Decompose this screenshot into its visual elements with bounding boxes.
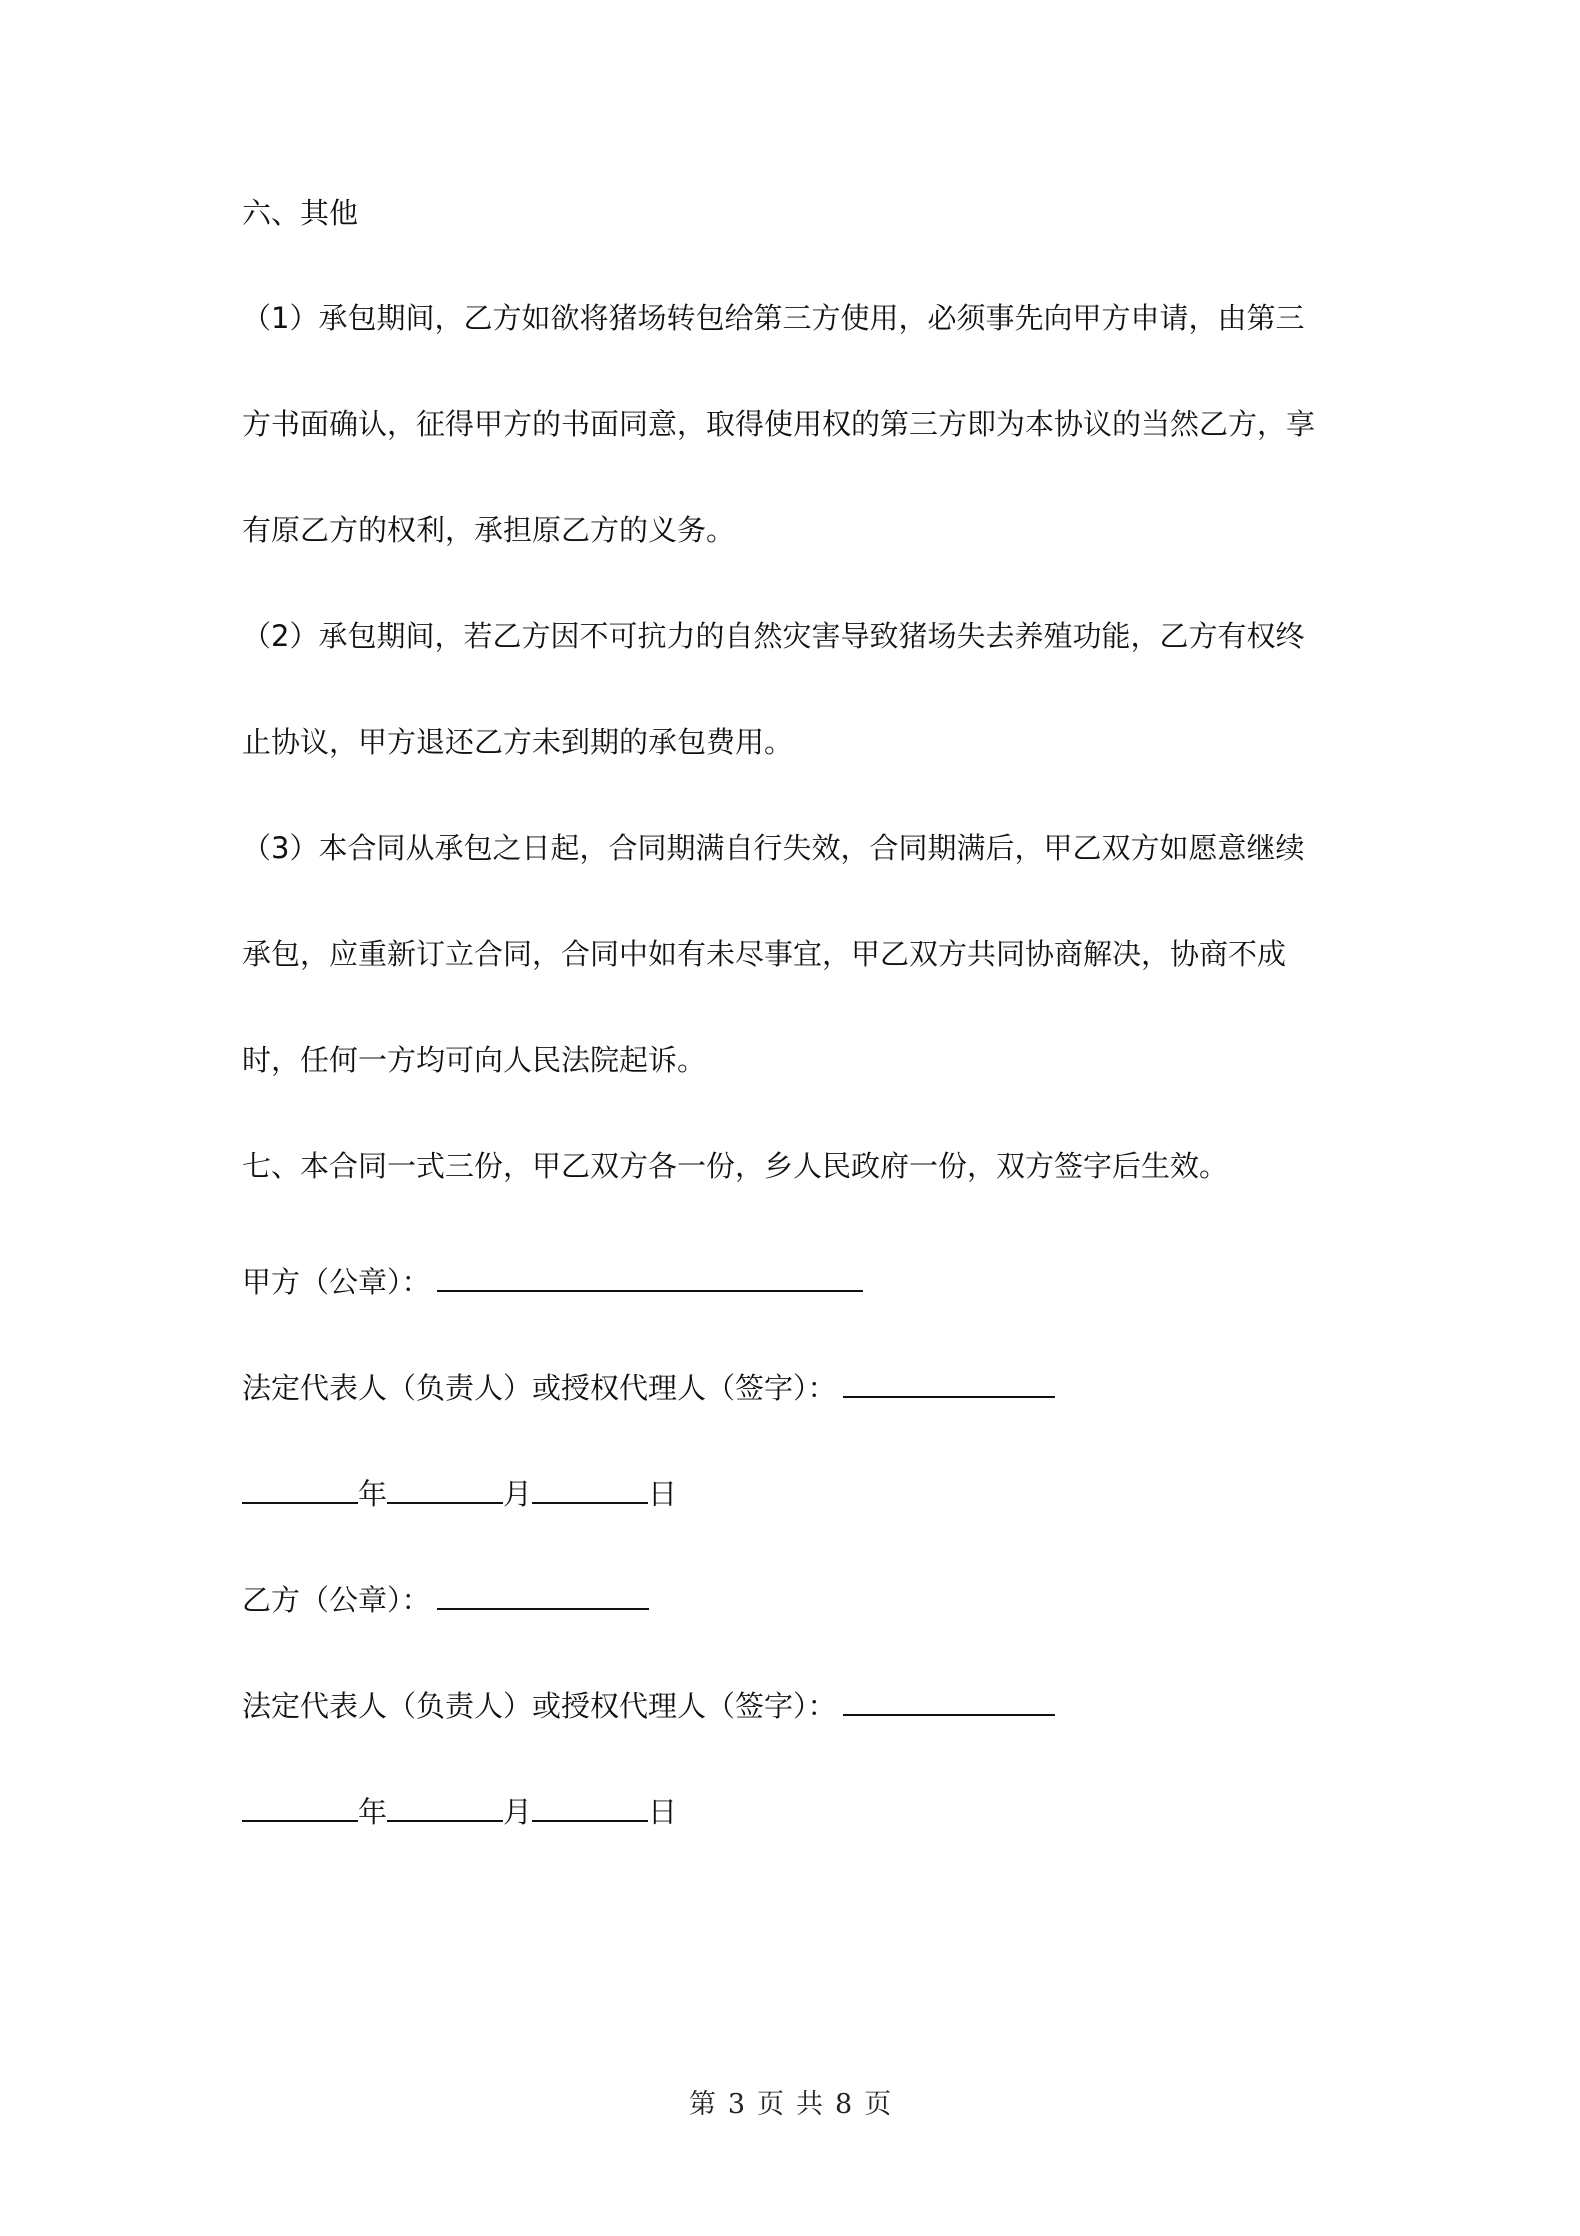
- footer-prefix: 第: [688, 2089, 716, 2120]
- party-a-rep-blank[interactable]: [843, 1368, 1055, 1398]
- section-7-text: 七、本合同一式三份，甲乙双方各一份，乡人民政府一份，双方签字后生效。: [242, 1149, 1229, 1183]
- party-a-day-blank[interactable]: [532, 1474, 648, 1504]
- party-a-year-label: 年: [358, 1477, 388, 1511]
- party-a-seal-label: 甲方（公章）：: [242, 1265, 431, 1299]
- footer-total-word: 共: [796, 2089, 823, 2120]
- party-b-year-label: 年: [358, 1795, 388, 1829]
- party-b-rep-row: [242, 1686, 1055, 1726]
- page-footer: [0, 2082, 1580, 2121]
- section-6-item-2-line-1: （2）承包期间，若乙方因不可抗力的自然灾害导致猪场失去养殖功能，乙方有权终: [242, 619, 1305, 653]
- section-6-item-1-line-1: （1）承包期间，乙方如欲将猪场转包给第三方使用，必须事先向甲方申请，由第三: [242, 301, 1305, 335]
- party-b-date-row: [242, 1792, 677, 1832]
- party-a-rep-label: 法定代表人（负责人）或授权代理人（签字）：: [242, 1371, 837, 1405]
- footer-total-pages: 8: [835, 2089, 853, 2120]
- footer-suffix: 页: [864, 2089, 892, 2120]
- party-b-month-label: 月: [503, 1795, 533, 1829]
- section-6-item-1-line-2: 方书面确认，征得甲方的书面同意，取得使用权的第三方即为本协议的当然乙方，享: [242, 407, 1316, 441]
- footer-page-word: 页: [757, 2089, 784, 2120]
- party-b-seal-blank[interactable]: [437, 1580, 649, 1610]
- party-a-seal-blank[interactable]: [437, 1262, 863, 1292]
- party-b-rep-label: 法定代表人（负责人）或授权代理人（签字）：: [242, 1689, 837, 1723]
- party-b-month-blank[interactable]: [387, 1792, 503, 1822]
- party-a-month-label: 月: [503, 1477, 533, 1511]
- footer-current-page: 3: [727, 2089, 745, 2120]
- section-6-heading: 六、其他: [242, 196, 359, 230]
- party-a-year-blank[interactable]: [242, 1474, 358, 1504]
- section-6-item-3-line-2: 承包，应重新订立合同，合同中如有未尽事宜，甲乙双方共同协商解决，协商不成: [242, 937, 1287, 971]
- party-a-date-row: [242, 1474, 677, 1514]
- party-a-seal-row: [242, 1262, 863, 1302]
- party-b-seal-label: 乙方（公章）：: [242, 1583, 431, 1617]
- party-b-rep-blank[interactable]: [843, 1686, 1055, 1716]
- party-a-day-label: 日: [648, 1477, 678, 1511]
- party-b-year-blank[interactable]: [242, 1792, 358, 1822]
- party-b-day-blank[interactable]: [532, 1792, 648, 1822]
- party-b-day-label: 日: [648, 1795, 678, 1829]
- party-a-rep-row: [242, 1368, 1055, 1408]
- section-6-item-1-line-3: 有原乙方的权利，承担原乙方的义务。: [242, 513, 736, 547]
- party-a-month-blank[interactable]: [387, 1474, 503, 1504]
- section-6-item-3-line-1: （3）本合同从承包之日起，合同期满自行失效，合同期满后，甲乙双方如愿意继续: [242, 831, 1305, 865]
- section-6-item-3-line-3: 时，任何一方均可向人民法院起诉。: [242, 1043, 707, 1077]
- party-b-seal-row: [242, 1580, 649, 1620]
- section-6-item-2-line-2: 止协议，甲方退还乙方未到期的承包费用。: [242, 725, 794, 759]
